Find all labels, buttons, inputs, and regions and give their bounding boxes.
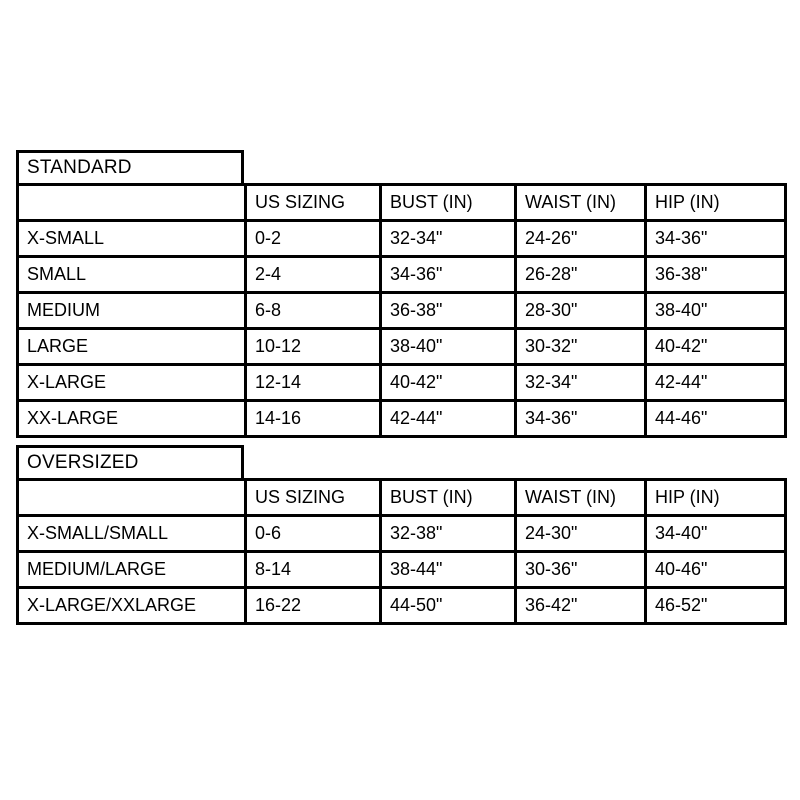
row-waist: 28-30"	[516, 293, 646, 329]
row-hip: 34-40"	[646, 516, 786, 552]
row-us-sizing: 0-2	[246, 221, 381, 257]
standard-corner-cell	[18, 185, 246, 221]
oversized-header-row	[18, 480, 786, 516]
standard-header-row	[18, 185, 786, 221]
row-hip: 44-46"	[646, 401, 786, 437]
row-label: LARGE	[18, 329, 246, 365]
row-waist: 36-42"	[516, 588, 646, 624]
row-bust: 44-50"	[381, 588, 516, 624]
row-hip: 40-46"	[646, 552, 786, 588]
oversized-table	[16, 478, 787, 625]
row-bust: 36-38"	[381, 293, 516, 329]
row-bust: 32-34"	[381, 221, 516, 257]
standard-title: STANDARD	[27, 157, 132, 178]
row-waist: 34-36"	[516, 401, 646, 437]
table-row	[18, 329, 786, 365]
oversized-col-waist: WAIST (IN)	[516, 480, 646, 516]
oversized-corner-cell	[18, 480, 246, 516]
table-row	[18, 588, 786, 624]
standard-col-waist: WAIST (IN)	[516, 185, 646, 221]
oversized-title-tab	[16, 445, 244, 481]
row-waist: 30-36"	[516, 552, 646, 588]
row-label: SMALL	[18, 257, 246, 293]
oversized-size-chart	[16, 445, 784, 625]
oversized-col-us-sizing: US SIZING	[246, 480, 381, 516]
oversized-title: OVERSIZED	[27, 452, 139, 473]
row-us-sizing: 16-22	[246, 588, 381, 624]
row-label: X-LARGE/XXLARGE	[18, 588, 246, 624]
row-label: XX-LARGE	[18, 401, 246, 437]
row-label: X-LARGE	[18, 365, 246, 401]
row-bust: 38-40"	[381, 329, 516, 365]
table-row	[18, 516, 786, 552]
row-hip: 34-36"	[646, 221, 786, 257]
row-us-sizing: 6-8	[246, 293, 381, 329]
row-us-sizing: 8-14	[246, 552, 381, 588]
row-us-sizing: 12-14	[246, 365, 381, 401]
row-bust: 32-38"	[381, 516, 516, 552]
row-bust: 34-36"	[381, 257, 516, 293]
row-us-sizing: 0-6	[246, 516, 381, 552]
table-row	[18, 293, 786, 329]
standard-title-tab	[16, 150, 244, 186]
standard-col-bust: BUST (IN)	[381, 185, 516, 221]
table-row	[18, 221, 786, 257]
row-label: X-SMALL	[18, 221, 246, 257]
row-us-sizing: 14-16	[246, 401, 381, 437]
standard-size-chart	[16, 150, 784, 438]
row-waist: 30-32"	[516, 329, 646, 365]
row-waist: 26-28"	[516, 257, 646, 293]
row-bust: 40-42"	[381, 365, 516, 401]
row-hip: 46-52"	[646, 588, 786, 624]
row-us-sizing: 2-4	[246, 257, 381, 293]
table-row	[18, 552, 786, 588]
row-bust: 38-44"	[381, 552, 516, 588]
oversized-col-bust: BUST (IN)	[381, 480, 516, 516]
row-hip: 36-38"	[646, 257, 786, 293]
row-hip: 40-42"	[646, 329, 786, 365]
row-hip: 38-40"	[646, 293, 786, 329]
table-row	[18, 257, 786, 293]
table-row	[18, 365, 786, 401]
row-label: MEDIUM/LARGE	[18, 552, 246, 588]
row-bust: 42-44"	[381, 401, 516, 437]
row-waist: 24-26"	[516, 221, 646, 257]
row-waist: 32-34"	[516, 365, 646, 401]
row-hip: 42-44"	[646, 365, 786, 401]
standard-col-hip: HIP (IN)	[646, 185, 786, 221]
row-label: MEDIUM	[18, 293, 246, 329]
standard-table	[16, 183, 787, 438]
row-label: X-SMALL/SMALL	[18, 516, 246, 552]
oversized-col-hip: HIP (IN)	[646, 480, 786, 516]
row-waist: 24-30"	[516, 516, 646, 552]
row-us-sizing: 10-12	[246, 329, 381, 365]
standard-col-us-sizing: US SIZING	[246, 185, 381, 221]
table-row	[18, 401, 786, 437]
